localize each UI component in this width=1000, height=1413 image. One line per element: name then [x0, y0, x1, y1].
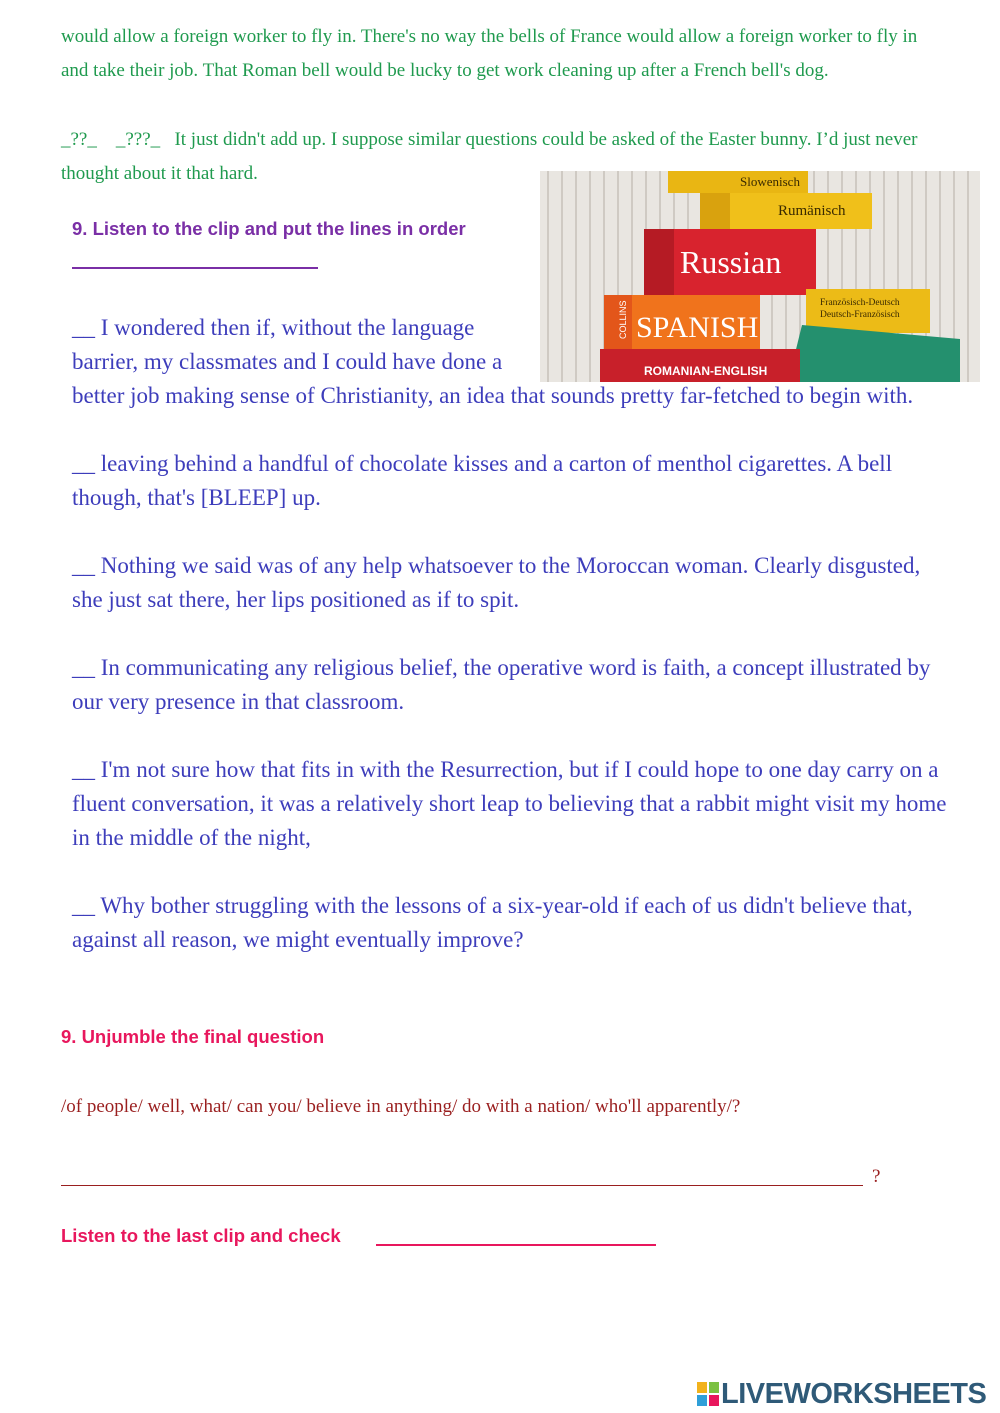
order-text-4: In communicating any religious belief, the operative word is faith, a concept illustrated by our very presence in that classroom. [72, 655, 931, 714]
blank-input-2[interactable]: _???_ [115, 129, 161, 150]
order-line-4 [72, 651, 952, 719]
order-blank-6[interactable]: __ [72, 893, 95, 918]
order-text-2: leaving behind a handful of chocolate kisses and a carton of menthol cigarettes. A bell though, that's [BLEEP] up. [72, 451, 893, 510]
order-text-5: I'm not sure how that fits in with the Resurrection, but if I could hope to one day carry on a fluent conversation, it was a relatively short leap to believing that a rabbit might visit my home in the middle of the night, [72, 757, 947, 850]
order-line-1 [72, 311, 952, 413]
section-heading-unjumble: 9. Unjumble the final question [61, 1026, 325, 1047]
last-clip-answer-field[interactable] [376, 1244, 656, 1246]
blank-input-1[interactable]: _??_ [61, 129, 97, 150]
book-label-russian: Russian [680, 244, 782, 280]
liveworksheets-logo [697, 1378, 986, 1410]
order-blank-3[interactable]: __ [72, 553, 95, 578]
order-line-5 [72, 753, 952, 855]
jumbled-question: /of people/ well, what/ can you/ believe in anything/ do with a nation/ who'll apparently/? [61, 1096, 741, 1117]
book-label-romanian: ROMANIAN-ENGLISH [644, 364, 768, 378]
logo-text: LIVEWORKSHEETS [721, 1377, 987, 1410]
order-text-3: Nothing we said was of any help whatsoever to the Moroccan woman. Clearly disgusted, she just sat there, her lips positioned as if to spit. [72, 553, 921, 612]
order-blank-5[interactable]: __ [72, 757, 95, 782]
last-clip-label: Listen to the last clip and check [61, 1225, 341, 1246]
order-line-3 [72, 549, 952, 617]
answer-line-order[interactable] [72, 267, 318, 269]
order-text-1: I wondered then if, without the language barrier, my classmates and I could have done a better job making sense of Christianity, an idea that sounds pretty far-fetched to begin with. [72, 315, 914, 408]
book-label-spanish: SPANISH [636, 311, 759, 344]
section-heading-order: 9. Listen to the clip and put the lines in order [72, 218, 466, 239]
order-blank-1[interactable]: __ [72, 315, 95, 340]
book-label-deutsch: Deutsch-Französisch [820, 310, 900, 320]
logo-mark-icon [697, 1382, 719, 1406]
book-label-rumaenisch: Rumänisch [778, 203, 846, 219]
book-label-collins: COLLINS [618, 300, 628, 339]
order-blank-4[interactable]: __ [72, 655, 95, 680]
order-line-2 [72, 447, 952, 515]
unjumble-answer-field[interactable] [61, 1185, 863, 1186]
book-label-slowenisch: Slowenisch [740, 174, 800, 189]
answer-question-mark: ? [872, 1166, 881, 1187]
order-lines-list [72, 311, 952, 991]
book-label-franzoesisch: Französisch-Deutsch [820, 298, 900, 308]
order-line-6 [72, 889, 952, 957]
order-text-6: Why bother struggling with the lessons of a six-year-old if each of us didn't believe that, against all reason, we might eventually improve? [72, 893, 913, 952]
story-paragraph-2-text: It just didn't add up. I suppose similar questions could be asked of the Easter bunny. I’d just never thought about it that hard. [61, 129, 918, 184]
story-paragraph-1: would allow a foreign worker to fly in. There's no way the bells of France would allow a foreign worker to fly in and take their job. That Roman bell would be lucky to get work cleaning up after a French bell's dog. [61, 26, 918, 81]
order-blank-2[interactable]: __ [72, 451, 95, 476]
